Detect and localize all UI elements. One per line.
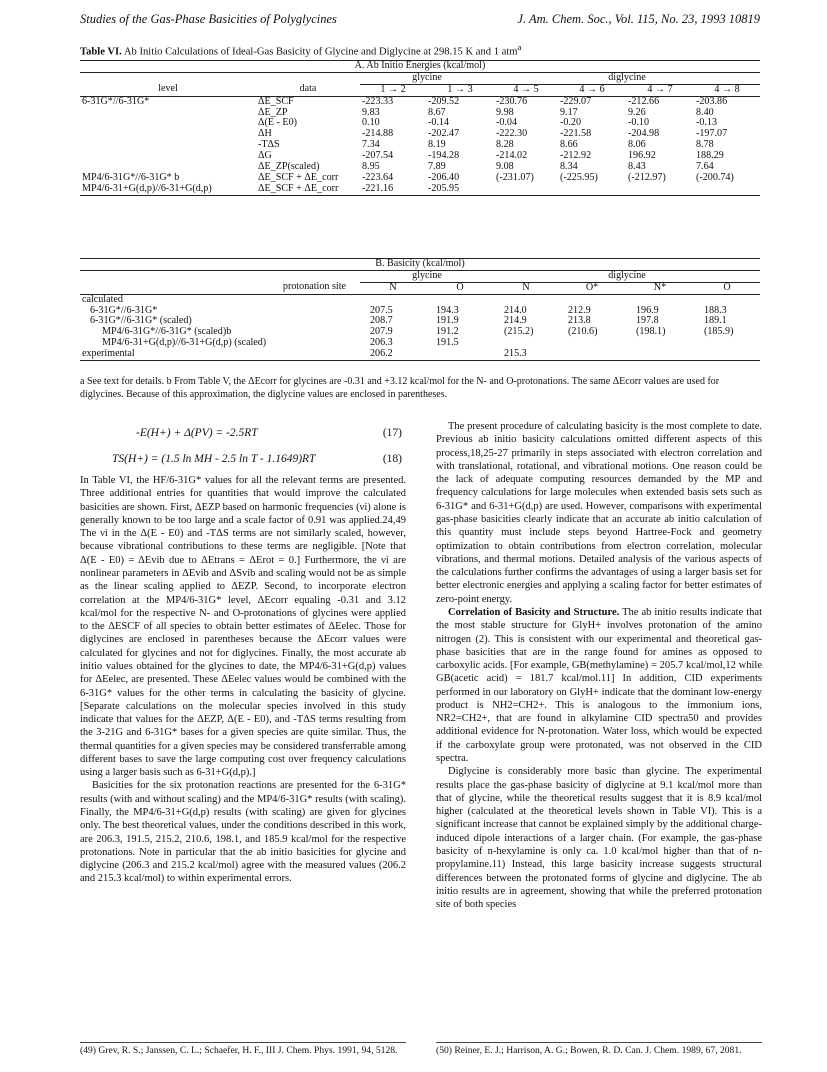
equation-18 — [80, 452, 406, 472]
protonation-site-label: protonation site — [282, 281, 346, 293]
table-cell: (-225.95) — [560, 171, 598, 183]
row-data-label: ΔH — [258, 128, 272, 140]
site-header: O — [456, 281, 464, 293]
col-header: 1 → 2 — [380, 83, 406, 95]
table-cell: 191.5 — [436, 337, 459, 349]
table-cell: -203.86 — [696, 95, 728, 107]
table-cell: -0.04 — [496, 117, 518, 129]
table-cell — [626, 349, 694, 360]
site-header: N — [522, 281, 530, 293]
group-glycine-a: glycine — [360, 72, 494, 84]
table-section-b — [80, 258, 760, 361]
table-cell: -230.76 — [496, 95, 528, 107]
site-header: O — [723, 281, 731, 293]
table-cell: 189.1 — [704, 315, 727, 327]
table-cell: -0.13 — [696, 117, 718, 129]
table-cell: 207.5 — [370, 304, 393, 316]
table-cell: -0.10 — [628, 117, 650, 129]
reference-49: (49) Grev, R. S.; Janssen, C. L.; Schaefer, H. F., III J. Chem. Phys. 1991, 94, 5128. — [80, 1042, 406, 1057]
table-cell: 9.17 — [560, 106, 578, 118]
table-cell — [626, 338, 694, 349]
left-column — [80, 420, 406, 886]
col-header: 4 → 6 — [579, 83, 605, 95]
table-cell: (-212.97) — [628, 171, 666, 183]
table-cell — [626, 184, 694, 195]
table-cell: 206.3 — [370, 337, 393, 349]
table-cell: -212.92 — [560, 150, 592, 162]
group-diglycine-b: diglycine — [494, 270, 760, 282]
section-a-body — [80, 96, 760, 195]
table-cell: -214.88 — [362, 128, 394, 140]
table-cell: -206.40 — [428, 171, 460, 183]
table-row — [80, 108, 760, 119]
row-level — [80, 151, 256, 162]
table-title: Ab Initio Calculations of Ideal-Gas Basicity of Glycine and Diglycine at 298.15 K and 1 atm — [123, 46, 518, 58]
row-data-label: ΔE_ZP — [258, 106, 288, 118]
paragraph-text: The ab initio results indicate that the most stable structure for GlyH+ involves protonation of the amino nitrogen (2). This is consistent with our experimental and theoretical gas-phase basicities that are in the range found for amines as opposed to carboxylic acids. [For example, GB(methylamine) = 205.7 kcal/mol,12 while GB(acetic acid) = 181.7 kcal/mol.11] In addition, CID experiments performed in our laboratory on GlyH+ indicate that the dominant low-energy product is NH2=CH2+. This is analogous to the immonium ions, NR2=CH2+, that are found in alkylamine CID spectra50 and provides additional evidence for N-protonation. Water loss, which would be expected if the carboxylate group were protonated, was not observed in the CID spectra. — [436, 606, 763, 765]
table-cell: 208.7 — [370, 315, 393, 327]
table-cell — [694, 294, 760, 305]
body-paragraph: Basicities for the six protonation reactions are presented for the 6-31G* results (with and without scaling) and the MP4/6-31G* results (with scaling). Finally, the MP4/6-31+G(d,p) results (with scaling) are given for glycines only. The best theoretical values, under the conditions described in this work, are 206.3, 191.5, 215.2, 210.6, 198.1, and 185.9 kcal/mol for the respective protonations. Note in particular that the ab initio basicities for glycine and diglycine (206.3 and 215.2 kcal/mol) agree with the measured values (206.2 and 215.3 kcal/mol) to within experimental errors. — [80, 780, 406, 885]
table-cell — [558, 184, 626, 195]
section-b-title: B. Basicity (kcal/mol) — [80, 259, 760, 271]
table-cell: 8.95 — [362, 161, 380, 173]
body-paragraph — [436, 606, 762, 765]
row-label: 6-31G*//6-31G* (scaled) — [90, 315, 192, 327]
row-label: MP4/6-31G*//6-31G* (scaled)b — [102, 326, 232, 338]
table-cell: -209.52 — [428, 95, 460, 107]
body-paragraph: Diglycine is considerably more basic than glycine. The experimental results place the gas-phase basicity of diglycine at 9.1 kcal/mol more than that of glycine, while the theoretical results suggest that it is 8.9 kcal/mol higher (calculated at the theoretical levels shown in Table VI). This is a significant increase that cannot be explained simply by the additional charge-induced dipole interactions of a larger chain. (For example, the gas-phase basicity of n-hexylamine is only ca. 1.0 kcal/mol higher than that of n-propylamine.11) Instead, this large basicity increase suggests structural differences between the protonated forms of glycine and diglycine. The ab initio results are in agreement, showing that while the preferred protonation site of both species — [436, 766, 762, 911]
table-cell — [694, 349, 760, 360]
table-section-a — [80, 60, 760, 196]
row-level: MP4/6-31G*//6-31G* b — [82, 171, 180, 183]
table-row — [80, 96, 760, 107]
table-cell: 7.89 — [428, 161, 446, 173]
table-cell: 9.26 — [628, 106, 646, 118]
table-cell: 7.64 — [696, 161, 714, 173]
row-data-label: -TΔS — [258, 139, 280, 151]
table-cell — [494, 184, 558, 195]
row-level — [80, 118, 256, 129]
col-header: 4 → 8 — [714, 83, 740, 95]
equation-18-number: (18) — [382, 453, 402, 465]
row-label: calculated — [82, 293, 123, 305]
table-cell: -207.54 — [362, 150, 394, 162]
equation-17-number: (17) — [382, 427, 402, 439]
table-cell: 9.98 — [496, 106, 514, 118]
table-row — [80, 140, 760, 151]
section-b-body — [80, 294, 760, 360]
table-footnotes — [80, 376, 760, 402]
table-cell: 188.29 — [696, 150, 724, 162]
table-cell — [360, 294, 426, 305]
table-cell: 215.3 — [504, 348, 527, 360]
table-cell: 8.40 — [696, 106, 714, 118]
table-cell: 8.34 — [560, 161, 578, 173]
row-data-label: ΔE_SCF + ΔE_corr — [258, 171, 339, 183]
table-cell: -194.28 — [428, 150, 460, 162]
group-glycine-b: glycine — [360, 270, 494, 282]
site-header: N — [389, 281, 397, 293]
table-cell: 8.67 — [428, 106, 446, 118]
table-cell — [426, 349, 494, 360]
row-label: MP4/6-31+G(d,p)//6-31+G(d,p) (scaled) — [102, 337, 267, 349]
section-heading: Correlation of Basicity and Structure. — [448, 606, 620, 618]
row-data-label: ΔE_SCF — [258, 95, 294, 107]
table-cell: 8.06 — [628, 139, 646, 151]
table-cell: 214.0 — [504, 304, 527, 316]
equation-18-expression: TS(H+) = (1.5 ln MH - 2.5 ln T - 1.1649)RT — [112, 453, 316, 465]
col-header: 4 → 7 — [647, 83, 673, 95]
body-paragraph: In Table VI, the HF/6-31G* values for all the relevant terms are presented. Three additional entries for quantities that would improve the calculated basicities are shown. First, ΔEZP based on harmonic frequencies (νi) alone is generally known to be too large and a scale factor of 0.91 was applied.24,49 The νi in the Δ(E - E0) and -TΔS terms are not similarly scaled, however, because vibrational contributions to these terms are negligible. [Note that Δ(E - E0) = ΔEvib due to ΔEtrans = ΔErot = 0.] Furthermore, the νi are nonlinear parameters in ΔEvib and ΔSvib and scaling would not be as simple as the linear scaling applied to ΔEZP. Second, to incorporate electron correlation at the MP4/6-31G* level, ΔEcorr equaling -0.31 and 3.12 kcal/mol for the respective N- and O-protonations of glycines were applied to the ΔESCF of all species to obtain better estimates of ΔEelec. Those for diglycines are enclosed in parentheses because the ΔEcorr values were calculated for glycines and not for diglycines. Finally, the most accurate ab initio values obtained for the glycines to date, the MP4/6-31+G(d,p) values for ΔEelec, are presented. These ΔEelec values would be combined with the 6-31G* values for the other terms in calculating the basicity of glycine. [Separate calculations on the molecular species involved in this study indicate that values for the ΔEZP, Δ(E - E0), and -TΔS terms resulting from the 3-21G and 6-31G* bases for a given species are quite similar. Thus, the thermal quantities for a given species may be considered transferrable among different bases to save the large computing cost over frequency calculations using a larger basis such as 6-31+G(d,p).] — [80, 475, 406, 779]
table-cell: 8.43 — [628, 161, 646, 173]
table-cell — [558, 294, 626, 305]
reference-50: (50) Reiner, E. J.; Harrison, A. G.; Bowen, R. D. Can. J. Chem. 1989, 67, 2081. — [436, 1042, 762, 1057]
table-cell: -0.14 — [428, 117, 450, 129]
row-data-label: Δ(E - E0) — [258, 117, 297, 129]
row-label: experimental — [82, 348, 135, 360]
table-cell: 9.83 — [362, 106, 380, 118]
table-cell: -212.66 — [628, 95, 660, 107]
row-label: 6-31G*//6-31G* — [90, 304, 158, 316]
col-header-data: data — [299, 83, 317, 95]
equation-17-expression: -E(H+) + Δ(PV) = -2.5RT — [136, 427, 258, 439]
table-cell: 196.92 — [628, 150, 656, 162]
site-header: N* — [653, 281, 667, 293]
table-row — [80, 294, 760, 305]
table-caption — [80, 42, 760, 58]
group-diglycine-a: diglycine — [494, 72, 760, 84]
table-cell: (198.1) — [636, 326, 666, 338]
table-cell: -229.07 — [560, 95, 592, 107]
row-data-label: ΔG — [258, 150, 272, 162]
table-cell: 191.9 — [436, 315, 459, 327]
table-cell: (210.6) — [568, 326, 598, 338]
col-header: 1 → 3 — [447, 83, 473, 95]
table-cell: -0.20 — [560, 117, 582, 129]
table-cell: 191.2 — [436, 326, 459, 338]
table-cell: 213.8 — [568, 315, 591, 327]
table-cell: 194.3 — [436, 304, 459, 316]
table-cell — [694, 338, 760, 349]
right-column — [436, 420, 762, 911]
table-cell: -223.64 — [362, 171, 394, 183]
running-title: Studies of the Gas-Phase Basicities of Polyglycines — [80, 12, 337, 26]
table-cell: 8.28 — [496, 139, 514, 151]
table-cell — [558, 338, 626, 349]
table-row — [80, 338, 760, 349]
table-row — [80, 151, 760, 162]
table-cell: 197.8 — [636, 315, 659, 327]
equation-17 — [80, 426, 406, 446]
footnote-a: a See text for details. — [80, 376, 165, 387]
table-cell: (-200.74) — [696, 171, 734, 183]
table-cell: 212.9 — [568, 304, 591, 316]
table-cell — [626, 294, 694, 305]
caption-footnote-mark: a — [517, 42, 522, 52]
table-cell: -197.07 — [696, 128, 728, 140]
table-cell: 0.10 — [362, 117, 380, 129]
table-cell: -221.16 — [362, 182, 394, 194]
table-cell: 188.3 — [704, 304, 727, 316]
row-level: 6-31G*//6-31G* — [82, 95, 150, 107]
journal-citation: J. Am. Chem. Soc., Vol. 115, No. 23, 1993 10819 — [517, 12, 760, 26]
site-header: O* — [585, 281, 599, 293]
table-cell: -204.98 — [628, 128, 660, 140]
table-cell — [494, 294, 558, 305]
table-cell: (185.9) — [704, 326, 734, 338]
table-cell: -221.58 — [560, 128, 592, 140]
running-header — [80, 12, 760, 32]
table-cell: 207.9 — [370, 326, 393, 338]
row-level: MP4/6-31+G(d,p)//6-31+G(d,p) — [82, 182, 212, 194]
table-cell: 8.66 — [560, 139, 578, 151]
table-cell — [558, 349, 626, 360]
table-cell: 214.9 — [504, 315, 527, 327]
section-a-title: A. Ab Initio Energies (kcal/mol) — [80, 61, 760, 73]
row-data-label: ΔE_SCF + ΔE_corr — [258, 182, 339, 194]
table-cell: -223.33 — [362, 95, 394, 107]
table-cell: 7.34 — [362, 139, 380, 151]
row-data-label: ΔE_ZP(scaled) — [258, 161, 320, 173]
table-row — [80, 349, 760, 360]
table-cell: 8.19 — [428, 139, 446, 151]
table-cell: 8.78 — [696, 139, 714, 151]
table-cell: (-231.07) — [496, 171, 534, 183]
footnote-b: b From Table V, the ΔEcorr for glycines are -0.31 and +3.12 kcal/mol for the N- and O-protonations. The same ΔEcorr values are used for diglycines. Because of this approximation, the diglycine values are enclosed in parentheses. — [80, 376, 720, 400]
table-cell — [694, 184, 760, 195]
table-row — [80, 184, 760, 195]
table-cell: -214.02 — [496, 150, 528, 162]
table-cell: -222.30 — [496, 128, 528, 140]
body-paragraph: The present procedure of calculating basicity is the most complete to date. Previous ab initio basicity calculations omitted different aspects of this process,18,25-27 primarily in steps associated with electron correlation and with translational, rotational, and vibrational motions. One reason could be the lack of adequate computing resources demanded by the MP and frequency calculations for large molecules when extended basis sets such as 6-31G* and 6-31+G(d,p) are used. However, comparisons with experimental gas-phase basicities clearly indicate that an accurate ab initio calculation of this quantity must include steps beyond Hartree-Fock and geometry optimization to obtain contributions from electron correlation, molecular vibrations, and thermal motions. Detailed analysis of the various aspects of the calculations further confirms the advantages of using a larger basis set for better electronic energies and applying a scaling factor for better estimates of zero-point energy. — [436, 421, 762, 605]
row-level — [80, 129, 256, 140]
table-cell: 9.08 — [496, 161, 514, 173]
table-cell: 196.9 — [636, 304, 659, 316]
col-header-level: level — [158, 83, 178, 95]
row-level — [80, 140, 256, 151]
row-level — [80, 108, 256, 119]
table-cell: 206.2 — [370, 348, 393, 360]
table-cell: -202.47 — [428, 128, 460, 140]
table-row — [80, 129, 760, 140]
table-cell: (215.2) — [504, 326, 534, 338]
table-cell: -205.95 — [428, 182, 460, 194]
table-label: Table VI. — [80, 46, 122, 58]
table-cell — [426, 294, 494, 305]
col-header: 4 → 5 — [513, 83, 539, 95]
